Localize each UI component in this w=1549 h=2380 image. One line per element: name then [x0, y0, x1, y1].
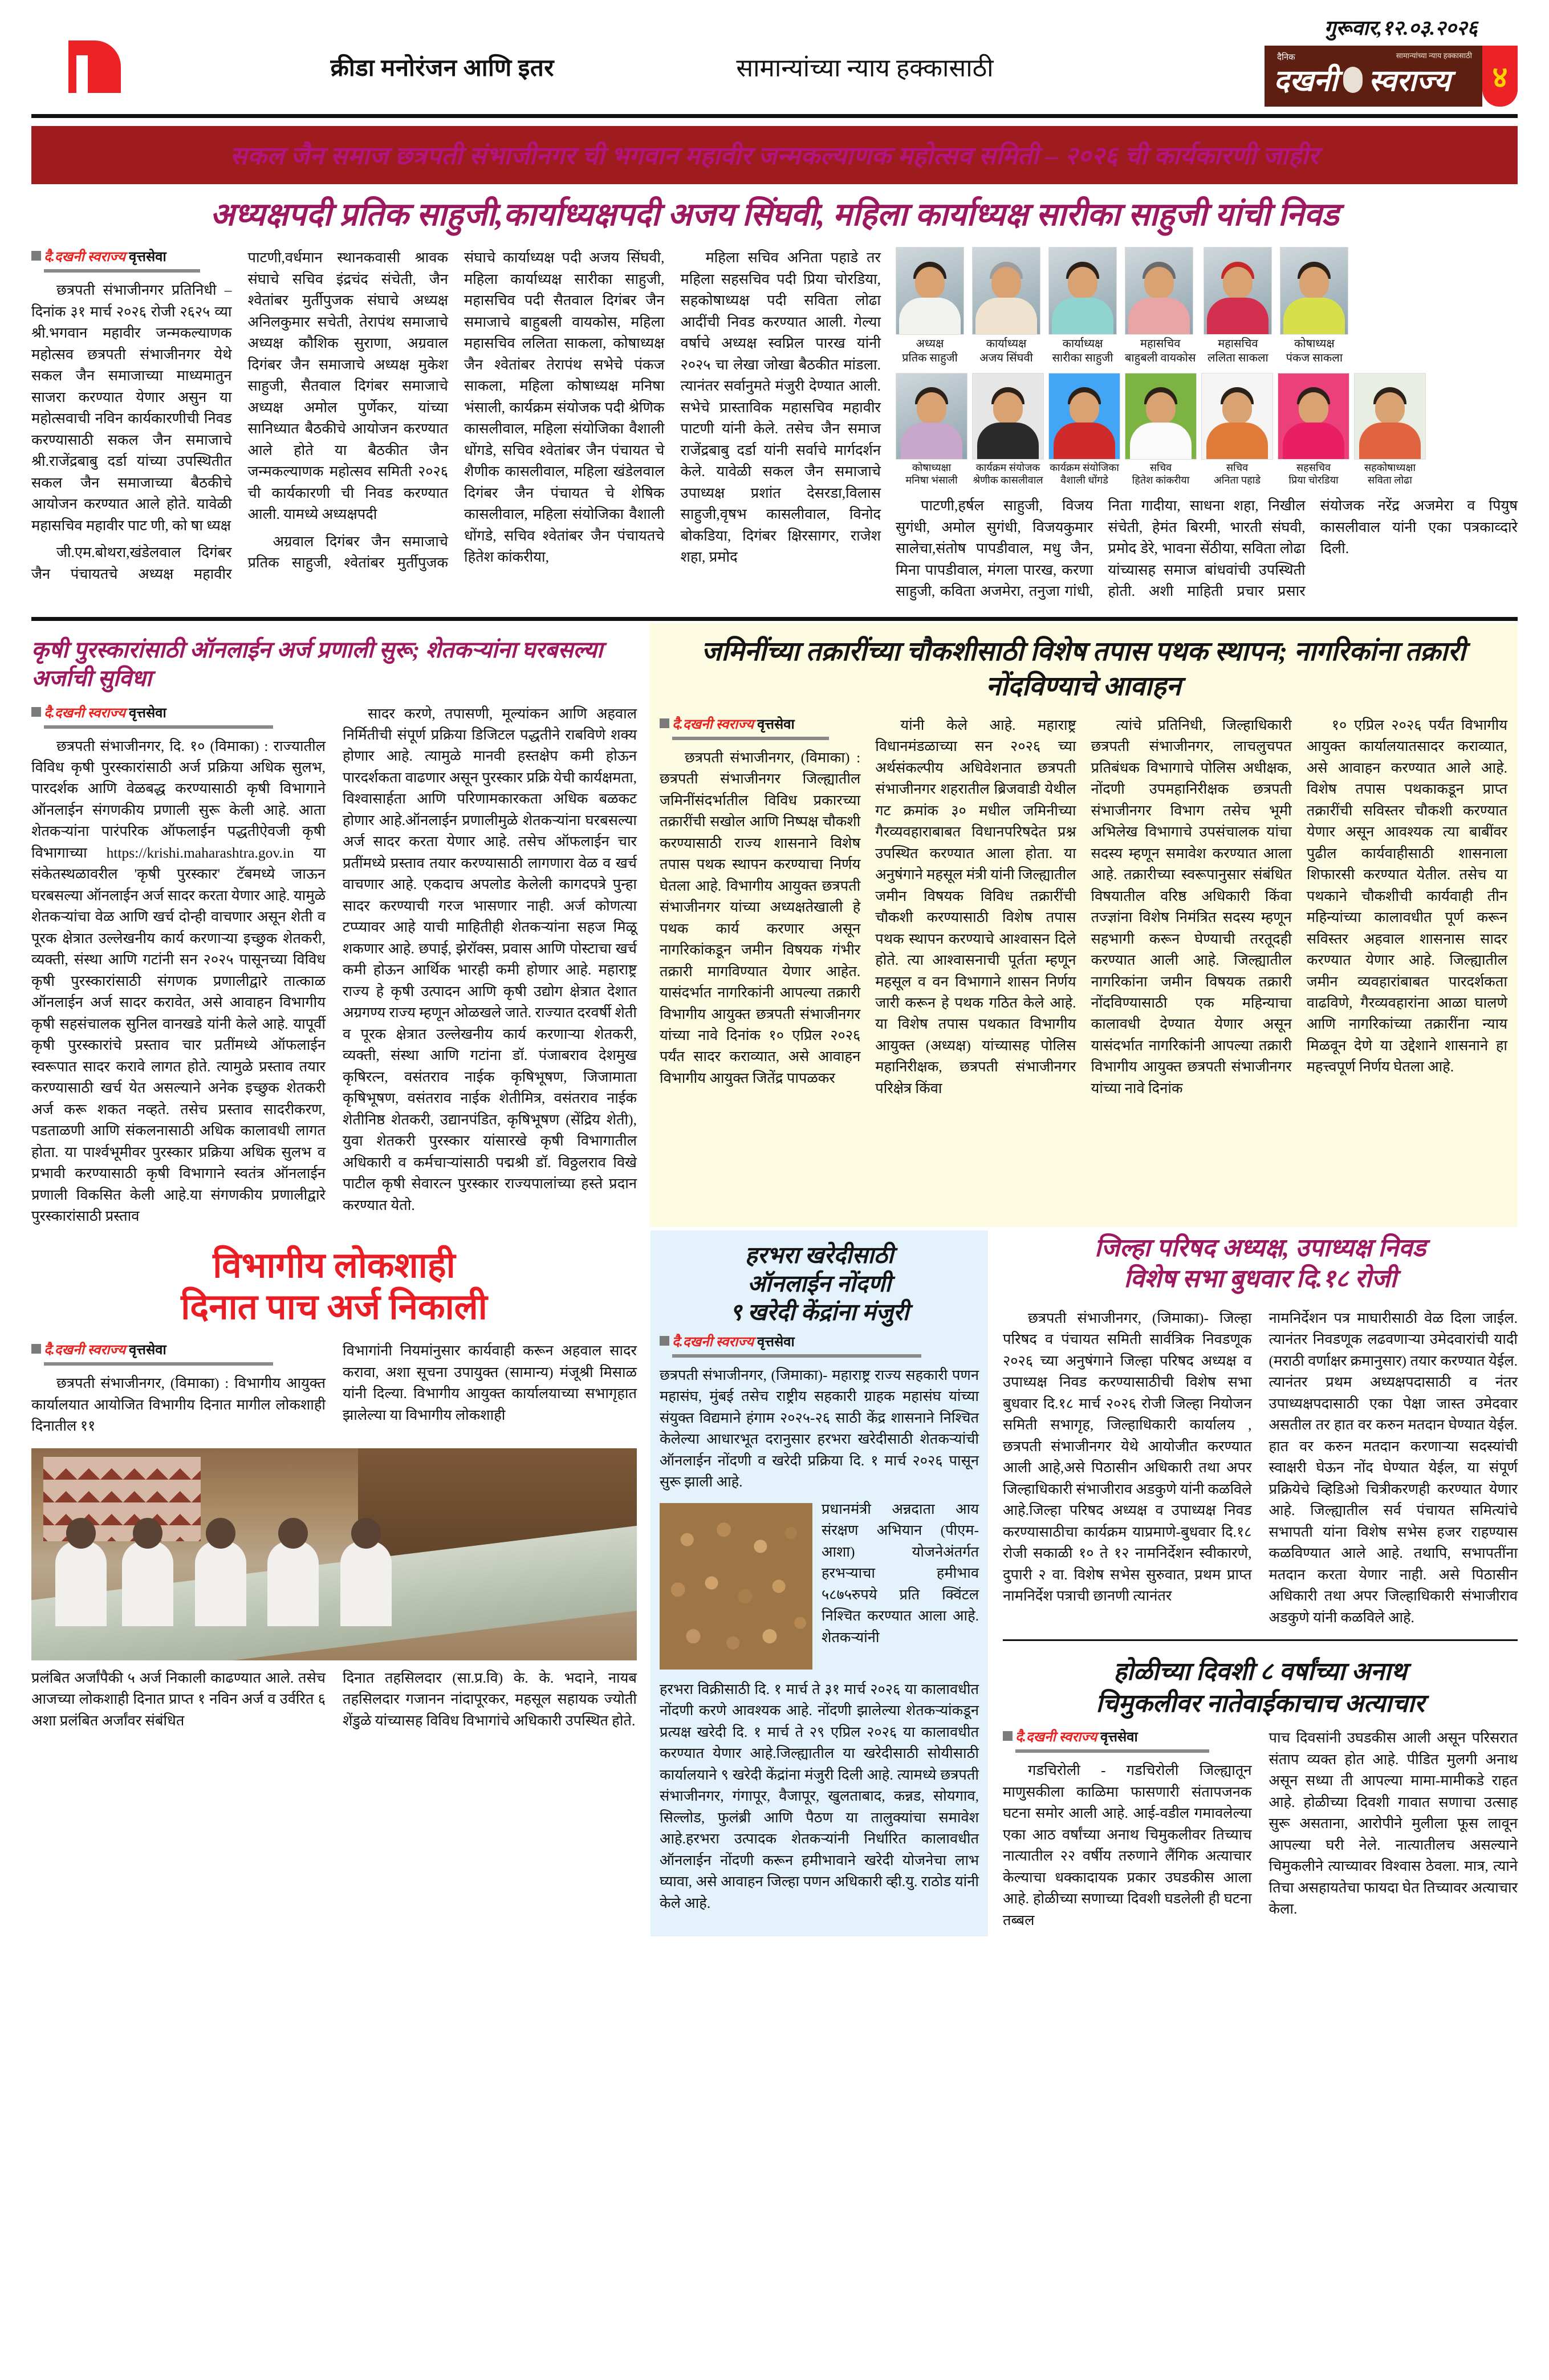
office-bearer-name: श्रेणीक कासलीवाल — [973, 474, 1043, 486]
nameplate — [1265, 46, 1482, 107]
byline-square-icon — [660, 1336, 669, 1346]
byline-rule — [672, 737, 829, 740]
story-zp-col-1: छत्रपती संभाजीनगर, (जिमाका)- जिल्हा परिषद व पंचायत समिती सार्वत्रिक निवडणूक २०२६ च्या अनुषंगाने जिल्हा परिषद अध्यक्ष व उपाध्यक्ष निवड करण्यासाठीची विशेष सभा बुधवार दि.१८ मार्च २०२६ रोजी जिल्हा नियोजन समिती सभागृह, जिल्हाधिकारी कार्यालय , छत्रपती संभाजीनगर येथे आयोजीत करण्यात आली आहे,असे पिठासीन अधिकारी तथा अपर जिल्हाधिकारी संभाजीराव अडकुणे यांनी कळविले आहे.जिल्हा परिषद अध्यक्ष व उपाध्यक्ष निवड करण्यासाठीचा कार्यक्रम याप्रमाणे-बुधवार दि.१८ रोजी सकाळी १० ते १२ नामनिर्देशन स्वीकारणे, दुपारी २ वा. विशेष सभेस सुरुवात, प्रथम प्राप्त नामनिर्देश पत्राची छानणी त्यानंतर — [1003, 1309, 1252, 1605]
portrait-photo — [1354, 373, 1426, 460]
portrait-photo — [1125, 247, 1193, 335]
section-two — [31, 623, 1518, 1227]
office-bearer-name: बाहुबली वायकोस — [1125, 351, 1196, 364]
section-label: क्रीडा मनोरंजन आणि इतर — [330, 55, 554, 82]
chickpea-seeds-photo — [660, 1498, 812, 1675]
story-zp-col-2: नामनिर्देशन पत्र माघारीसाठी वेळ दिला जाईल. त्यानंतर निवडणूक लढवणाऱ्या उमेदवारांची यादी (मराठी वर्णाक्षर क्रमानुसार) तयार करण्यात येईल. त्यानंतर प्रथम अध्यक्षपदासाठी व नंतर उपाध्यक्षपदासाठी एका पेक्षा जास्त उमेदवार असतील तर हात वर करुन मतदान घेण्यात येईल. हात वर करुन मतदान करणाऱ्या सदस्यांची स्वाक्षरी घेऊन नोंद घेण्यात येईल, या संपूर्ण प्रक्रियेचे व्हिडिओ चित्रीकरणही करण्यात येणार आहे. जिल्ह्यातील सर्व पंचायत समित्यांचे सभापती यांना विशेष सभेस हजर राहण्यास कळविण्यात आले आहे. तथापि, सभापतींना मतदान करता येणार नाही. असे पिठासीन अधिकारी तथा अपर जिल्हाधिकारी संभाजीराव अडकुणे यांनी कळविले आहे. — [1269, 1309, 1518, 1626]
masthead-tagline: सामान्यांच्या न्याय हक्कासाठी — [736, 54, 994, 82]
office-bearer-role: महासचिव — [1140, 338, 1181, 351]
office-bearer-caption — [896, 462, 967, 487]
section-three — [31, 1230, 1518, 1936]
story-harbhara-headline-line2: ऑनलाईन नोंदणी — [747, 1270, 891, 1297]
globe-icon — [1343, 67, 1363, 93]
office-bearer-caption — [1354, 462, 1426, 487]
byline-square-icon — [31, 251, 41, 261]
lead-col-3: अग्रवाल दिगंबर जैन समाजाचे प्रतिक साहुजी, श्वेतांबर मुर्तीपुजक संघाचे कार्याध्यक्ष पदी अजय सिंघवी, महिला कार्याध्यक्ष सारीका साहुजी, महासचिव पदी सैतवाल दिगंबर जैन समाजाचे बाहुबली वायकोस, महिला महासचिव ललिता साकला, कोषाध्यक्ष जैन श्वेतांबर तेरापंथ सभेचे पंकज साकला, महिला कोषाध्यक्ष मनिषा भंसाली, कार्यक्रम संयोजक पदी श्रेणिक कासलीवाल, महिला संयोजिका वैशाली धोंगडे, सचिव श्वेतांबर जैन पंचायत चे शैणीक कासलीवाल, महिला खंडेलवाल दिगंबर जैन पंचायत चे शेषिक कासलीवाल, महिला संयोजिका वैशाली धोंगडे, सचिव श्वेतांबर जैन पंचायतचे हितेश कांकरीया, — [247, 249, 665, 571]
byline-brand: दै.दखनी स्वराज्य — [44, 705, 126, 721]
story-jamini — [649, 623, 1518, 1227]
story-holi-col-1: गडचिरोली - गडचिरोली जिल्ह्यातून माणुसकीला काळिमा फासणारी संतापजनक घटना समोर आली आहे. आई-वडील गमावलेल्या एका आठ वर्षांच्या अनाथ चिमुकलीवर तिच्याच नात्यातील २२ वर्षीय तरुणाने लैंगिक अत्याचार केल्याचा धक्कादायक प्रकार उघडकीस आला आहे. होळीच्या सणाच्या दिवशी घडलेली ही घटना तब्बल — [1003, 1762, 1252, 1928]
byline-square-icon — [1003, 1731, 1013, 1741]
story-harbhara-text-1: छत्रपती संभाजीनगर, (जिमाका)- महाराष्ट्र राज्य सहकारी पणन महासंघ, मुंबई तसेच राष्ट्रीय सहकारी ग्राहक महासंघ यांच्या संयुक्त विद्यमाने हंगाम २०२५-२६ साठी केंद्र शासनाने निश्चित केलेल्या आधारभूत दरानुसार हरभरा खरेदीसाठी शेतकऱ्यांची ऑनलाईन नोंदणी व खरेदी प्रक्रिया दि. १ मार्च २०२६ पासून सुरू झाली आहे. — [660, 1366, 979, 1490]
office-bearer-card — [1278, 373, 1349, 487]
story-krishi-col-1: छत्रपती संभाजीनगर, दि. १० (विमाका) : राज्यातील विविध कृषी पुरस्कारांसाठी अर्ज प्रक्रिया अधिक सुलभ, पारदर्शक आणि वेळबद्ध करण्यासाठी कृषी विभागाने ऑनलाईन संगणकीय प्रणाली सुरू केली आहे. आता शेतकऱ्यांना पारंपरिक ऑफलाईन पद्धतीऐवजी कृषी विभागाच्या https://krishi.maharashtra.gov.in या संकेतस्थळावरील 'कृषी पुरस्कार' टॅबमध्ये जाऊन घरबसल्या ऑनलाईन अर्ज सादर करता येणार आहे. यामुळे शेतकऱ्यांचा वेळ आणि खर्च दोन्ही वाचणार असून शेती व पूरक क्षेत्रात उल्लेखनीय कार्य करणाऱ्या इच्छुक शेतकरी, व्यक्ती, संस्था आणि गटांनी सन २०२५ पासूनच्या विविध कृषी पुरस्कारांसाठी संगणक प्रणालीद्वारे तात्काळ ऑनलाईन अर्ज सादर करावेत, असे आवाहन विभागीय कृषी सहसंचालक सुनिल वानखडे यांनी केले आहे. यापूर्वी कृषी पुरस्कारांचे प्रस्ताव चार प्रतींमध्ये ऑफलाईन स्वरूपात सादर करावे लागत होते. त्यामुळे प्रस्ताव तयार करण्यासाठी खर्च येत असल्याने अनेक इच्छुक शेतकरी अर्ज करू शकत नव्हते. तसेच प्रस्ताव सादरीकरण, पडताळणी आणि संकलनासाठी अधिक कालावधी लागत होता. या पार्श्वभूमीवर पुरस्कार प्रक्रिया अधिक सुलभ व प्रभावी करण्यासाठी कृषी विभागाने स्वतंत्र ऑनलाईन प्रणाली विकसित केली आहे.या संगणकीय प्रणालीद्वारे पुरस्कारांसाठी प्रस्ताव — [31, 737, 326, 1225]
office-bearer-caption — [1125, 337, 1196, 365]
story-holi-headline — [1003, 1656, 1518, 1719]
office-bearer-role: सचिव — [1149, 462, 1172, 474]
byline-brand: दै.दखनी स्वराज्य — [672, 1334, 754, 1350]
story-harbhara-headline-line1: हरभरा खरेदीसाठी — [745, 1241, 894, 1268]
story-harbhara-headline — [660, 1241, 979, 1326]
office-bearer-card — [972, 373, 1044, 487]
page-number-badge: ४ — [1482, 46, 1518, 107]
portrait-photo — [1278, 373, 1349, 460]
byline — [1003, 1727, 1252, 1746]
byline-rule — [44, 1362, 273, 1366]
office-bearers-row-1 — [896, 247, 1518, 365]
office-bearer-name: मनिषा भंसाली — [905, 474, 958, 486]
office-bearer-name: अजय सिंघवी — [979, 351, 1033, 364]
office-bearer-role: कार्यक्रम संयोजिका — [1050, 462, 1119, 474]
office-bearer-caption — [1278, 462, 1349, 487]
byline-brand: दै.दखनी स्वराज्य — [672, 717, 754, 732]
byline-square-icon — [31, 707, 41, 717]
byline-suffix: वृत्तसेवा — [129, 705, 166, 721]
lead-story-body — [31, 247, 1518, 607]
portrait-photo — [896, 247, 964, 335]
byline-square-icon — [31, 1344, 41, 1354]
story-krishi-columns — [31, 703, 637, 1227]
office-bearer-role: कार्यक्रम संयोजक — [975, 462, 1040, 474]
story-vibhagiy-col-2: विभागांनी नियमांनुसार कार्यवाही करून अहवाल सादर करावा, अशा सूचना उपायुक्त (सामान्य) मंजूश्री मिसाळ यांनी दिल्या. विभागीय आयुक्त कार्यालयाच्या सभागृहात झालेल्या या विभागीय लोकशाही — [343, 1342, 637, 1423]
portrait-photo — [1280, 247, 1348, 335]
office-bearer-card — [972, 247, 1040, 365]
nameplate-word-2: स्वराज्य — [1368, 65, 1451, 98]
lead-story-banner: सकल जैन समाज छत्रपती संभाजीनगर ची भगवान महावीर जन्मकल्याणक महोत्सव समिती – २०२६ ची कार्यकारणी जाहीर — [31, 126, 1518, 184]
office-bearer-name: अनिता पहाडे — [1214, 474, 1261, 486]
nameplate-title — [1274, 59, 1450, 100]
story-zp — [1003, 1233, 1518, 1634]
office-bearer-caption — [972, 462, 1044, 487]
story-vibhagiy-headline-line2: दिनात पाच अर्ज निकाली — [181, 1288, 487, 1327]
office-bearer-caption — [1280, 337, 1348, 365]
story-krishi-col-2: सादर करणे, तपासणी, मूल्यांकन आणि अहवाल निर्मितीची संपूर्ण प्रक्रिया डिजिटल पद्धतीने राबविणे शक्य होणार आहे. त्यामुळे मानवी हस्तक्षेप कमी होऊन पारदर्शकता वाढणार असून पुरस्कार प्रक्रि येची कार्यक्षमता, विश्वासार्हता आणि परिणामकारकता अधिक बळकट होणार आहे.ऑनलाईन प्रणालीमुळे शेतकऱ्यांना घरबसल्या अर्ज सादर करता येणार आहे. तसेच ऑफलाईन चार प्रतींमध्ये प्रस्ताव तयार करण्यासाठी लागणारा वेळ व खर्च वाचणार आहे. एकदाच अपलोड केलेली कागदपत्रे पुन्हा सादर करण्याची गरज भासणार नाही. अर्ज कोणत्या टप्प्यावर आहे याची माहितीही शेतकऱ्यांना सहज मिळू शकणार आहे. छपाई, झेरॉक्स, प्रवास आणि पोस्टाचा खर्च कमी होऊन आर्थिक भारही कमी होणार आहे. महाराष्ट्र राज्य हे कृषी उत्पादन आणि कृषी उद्योग क्षेत्रात देशात अग्रगण्य राज्य म्हणून ओळखले जाते. राज्यात दरवर्षी शेती व पूरक क्षेत्रात उल्लेखनीय कार्य करणाऱ्या शेतकरी, व्यक्ती, संस्था आणि गटांना डॉ. पंजाबराव देशमुख कृषिरत्न, वसंतराव नाईक कृषिभूषण, जिजामाता कृषिभूषण, वसंतराव नाईक शेतीमित्र, वसंतराव नाईक शेतीनिष्ठ शेतकरी, उद्यानपंडित, कृषिभूषण (सेंद्रिय शेती), युवा शेतकरी पुरस्कार यांसारखे कृषी विभागातील अधिकारी व कर्मचाऱ्यांसाठी पद्मश्री डॉ. विठ्ठलराव विखे पाटील कृषी सेवारत्न पुरस्कार राज्यपालांच्या हस्ते प्रदान करण्यात येतो. — [343, 705, 637, 1213]
story-harbhara-headline-line3: ९ खरेदी केंद्रांना मंजुरी — [729, 1298, 909, 1325]
office-bearer-name: वैशाली धोंगडे — [1060, 474, 1108, 486]
office-bearer-name: हितेश कांकरीया — [1132, 474, 1190, 486]
story-vibhagiy-headline-line1: विभागीय लोकशाही — [213, 1246, 456, 1285]
story-krishi-headline: कृषी पुरस्कारांसाठी ऑनलाईन अर्ज प्रणाली सुरू; शेतकऱ्यांना घरबसल्या अर्जाची सुविधा — [31, 636, 603, 691]
story-vibhagiy-caption-2: दिनात तहसिलदार (सा.प्र.वि) के. के. भदाने, नायब तहसिलदार गजानन नांदापूरकर, महसूल सहायक ज्योती शेंडुळे यांच्यासह विविध विभागांचे अधिकारी उपस्थित होते. — [343, 1669, 637, 1729]
byline-suffix: वृत्तसेवा — [757, 1334, 795, 1350]
nameplate-tagline: सामान्यांच्या न्याय हक्कासाठी — [1396, 51, 1472, 60]
byline-rule — [44, 725, 273, 729]
portrait-photo — [1048, 373, 1120, 460]
office-bearer-caption — [1048, 337, 1117, 365]
office-bearer-caption — [972, 337, 1040, 365]
byline — [31, 1340, 326, 1359]
office-bearers-gallery — [896, 247, 1518, 607]
lead-story-text-columns — [31, 247, 881, 607]
office-bearer-role: कोषाध्यक्ष — [1294, 338, 1335, 351]
office-bearer-name: पंकज साकला — [1286, 351, 1343, 364]
office-bearer-card — [1048, 373, 1120, 487]
story-zp-headline-line1: जिल्हा परिषद अध्यक्ष, उपाध्यक्ष निवड — [1094, 1233, 1426, 1262]
office-bearer-name: सविता लोढा — [1368, 474, 1412, 486]
story-zp-headline-line2: विशेष सभा बुधवार दि.१८ रोजी — [1124, 1265, 1397, 1293]
byline — [31, 247, 232, 266]
story-jamini-col-3: त्यांचे प्रतिनिधी, जिल्हाधिकारी छत्रपती संभाजीनगर, लाचलुचपत प्रतिबंधक विभागाचे पोलिस अधीक्षक, नोंदणी उपमहानिरीक्षक छत्रपती संभाजीनगर विभाग तसेच भूमी अभिलेख विभागाचे उपसंचालक यांचा सदस्य म्हणून समावेश करण्यात आला आहे. तक्रारीच्या स्वरूपानुसार संबंधित विषयातील वरिष्ठ अधिकारी किंवा तज्ज्ञांना विशेष निमंत्रित सदस्य म्हणून सहभागी करून घेण्याची तरतूदही करण्यात आली आहे. जिल्ह्यातील नागरिकांना जमीन विषयक तक्रारी नोंदविण्यासाठी एक महिन्याचा कालावधी देण्यात येणार असून यासंदर्भात नागरिकांनी आपल्या तक्रारी विभागीय आयुक्त छत्रपती संभाजीनगर यांच्या नावे दिनांक — [1091, 716, 1292, 1096]
office-bearer-card — [896, 373, 967, 487]
nameplate-dainik: दैनिक — [1277, 53, 1295, 62]
masthead-rule — [31, 114, 1518, 118]
story-jamini-headline: जमिनींच्या तक्रारींच्या चौकशीसाठी विशेष तपास पथक स्थापन; नागरिकांना तक्रारी नोंदविण्याचे आवाहन — [701, 636, 1466, 701]
story-holi-headline-line1: होळीच्या दिवशी ८ वर्षांच्या अनाथ — [1113, 1658, 1407, 1686]
story-harbhara — [651, 1230, 988, 1936]
office-bearer-caption — [1201, 462, 1273, 487]
byline-suffix: वृत्तसेवा — [1100, 1730, 1138, 1745]
office-bearer-card — [1354, 373, 1426, 487]
story-zp-headline — [1003, 1233, 1518, 1295]
story-vibhagiy-caption-1: प्रलंबित अर्जांपैकी ५ अर्ज निकाली काढण्यात आले. तसेच आजच्या लोकशाही दिनात प्राप्त १ नविन अर्ज व उर्वरित ६ अशा प्रलंबित अर्जांवर संबंधित — [31, 1669, 326, 1729]
byline-suffix: वृत्तसेवा — [129, 250, 166, 265]
section-divider-2 — [1003, 1639, 1518, 1641]
office-bearer-caption — [1204, 337, 1272, 365]
byline-brand: दै.दखनी स्वराज्य — [44, 250, 126, 265]
masthead-right — [1153, 7, 1518, 107]
publication-date: गुरूवार,१२.०३.२०२६ — [1324, 17, 1478, 39]
lead-col-4: महिला सचिव अनिता पहाडे तर महिला सहसचिव पदी प्रिया चोरडिया, सहकोषाध्यक्ष पदी सविता लोढा आदींची निवड करण्यात आली. गेल्या वर्षाचे अध्यक्ष स्वप्निल पारख यांनी २०२५ चा लेखा जोखा बैठकीत मांडला. त्यानंतर सर्वानुमते मंजुरी देण्यात आली. सभेचे प्रास्ताविक महासचिव महावीर पाटणी यांनी केले. तसेच जैन समाज राजेंद्रबाबु दर्डा यांनी सर्वाचे मार्गदर्शन केले. यावेळी सकल जैन समाजाचे उपाध्यक्ष प्रशांत देसरडा,विलास साहुजी,वृषभ कासलीवाल, विनोद बोकडिया, दिगंबर क्षिरसागर, राजेश शहा, प्रमोद — [680, 249, 881, 566]
portrait-photo — [1204, 247, 1272, 335]
office-bearer-card — [1280, 247, 1348, 365]
office-bearer-name: प्रिया चोरडिया — [1288, 474, 1339, 486]
office-bearer-role: अध्यक्ष — [916, 338, 944, 351]
story-holi-headline-line2: चिमुकलीवर नातेवाईकाचाच अत्याचार — [1096, 1689, 1425, 1717]
portrait-photo — [896, 373, 967, 460]
story-holi-col-2: पाच दिवसांनी उघडकीस आली असून परिसरात संताप व्यक्त होत आहे. पीडित मुलगी अनाथ असून सध्या ती आपल्या मामा-मामीकडे राहत आहे. होळीच्या दिवशी गावात सणाचा उत्साह सुरू असताना, आरोपीने मुलीला फूस लावून आपल्या घरी नेले. नात्यातीलच असल्याने चिमुकलीने त्याच्यावर विश्वास ठेवला. मात्र, त्याने तिचा असहायतेचा फायदा घेत तिच्यावर अत्याचार केला. — [1269, 1729, 1518, 1917]
office-bearer-role: सहकोषाध्यक्षा — [1364, 462, 1416, 474]
office-bearer-card — [1204, 247, 1272, 365]
office-bearer-role: महासचिव — [1218, 338, 1258, 351]
portrait-photo — [972, 373, 1044, 460]
office-bearer-card — [896, 247, 964, 365]
office-bearer-caption — [896, 337, 964, 365]
story-jamini-col-2: यांनी केले आहे. महाराष्ट्र विधानमंडळाच्या सन २०२६ च्या अर्थसंकल्पीय अधिवेशनात छत्रपती संभाजीनगर शहरातील ब्रिजवाडी येथील गट क्रमांक ३० मधील जमिनीच्या गैरव्यवहाराबाबत विधानपरिषदेत प्रश्न उपस्थित करण्यात आला होता. या अनुषंगाने महसूल मंत्री यांनी जिल्ह्यातील जमीन विषयक विविध तक्रारींची चौकशी करण्यासाठी विशेष तपास पथक स्थापन करण्याचे आश्वासन दिले होते. त्या आश्वासनाची पूर्तता म्हणून महसूल व वन विभागाने शासन निर्णय जारी करून हे पथक गठित केले आहे. या विशेष तपास पथकात विभागीय आयुक्त (अध्यक्ष) यांच्यासह पोलिस महानिरीक्षक, छत्रपती संभाजीनगर परिक्षेत्र किंवा — [875, 716, 1076, 1096]
office-bearer-card — [1048, 247, 1117, 365]
story-vibhagiy — [31, 1230, 651, 1936]
byline — [660, 714, 860, 733]
office-bearer-role: कार्याध्यक्ष — [1062, 338, 1103, 351]
byline — [660, 1332, 979, 1351]
portrait-photo — [1125, 373, 1197, 460]
story-vibhagiy-col-1: छत्रपती संभाजीनगर, (विमाका) : विभागीय आयुक्त कार्यालयात आयोजित विभागीय दिनात मागील लोकशाही दिनातील ११ — [31, 1375, 326, 1435]
newspaper-logo-icon — [68, 40, 121, 93]
office-bearer-card — [1201, 373, 1273, 487]
lead-story-headline: अध्यक्षपदी प्रतिक साहुजी,कार्याध्यक्षपदी अजय सिंघवी, महिला कार्याध्यक्ष सारीका साहुजी यांची निवड — [210, 197, 1339, 233]
right-column-stories — [988, 1230, 1518, 1936]
portrait-photo — [1048, 247, 1117, 335]
byline-brand: दै.दखनी स्वराज्य — [44, 1343, 126, 1358]
office-bearer-name: ललिता साकला — [1208, 351, 1269, 364]
meeting-hall-photo — [31, 1448, 637, 1660]
nameplate-wrap — [1265, 46, 1518, 107]
story-jamini-col-4: १० एप्रिल २०२६ पर्यंत विभागीय आयुक्त कार्यालयातसादर कराव्यात, असे आवाहन करण्यात आले आहे. विशेष तपास पथकाकडून प्राप्त तक्रारींची सविस्तर चौकशी करण्यात येणार असून आवश्यक त्या बाबींवर पुढील कार्यवाहीसाठी शासनाला शिफारसी करण्यात येतील. तसेच या पथकाने चौकशीची कार्यवाही तीन महिन्यांच्या कालावधीत पूर्ण करून सविस्तर अहवाल शासनास सादर करण्यात येणार आहे. जिल्ह्यातील जमीन व्यवहारांबाबत पारदर्शकता वाढविणे, गैरव्यवहारांना आळा घालणे आणि नागरिकांच्या तक्रारींना न्याय मिळवून देणे या उद्देशाने शासनाने हा महत्त्वपूर्ण निर्णय घेतला आहे. — [1306, 716, 1507, 1075]
office-bearer-role: सचिव — [1226, 462, 1249, 474]
story-holi — [1003, 1656, 1518, 1936]
lead-col-1: छत्रपती संभाजीनगर प्रतिनिधी – दिनांक ३१ मार्च २०२६ रोजी २६२५ व्या श्री.भगवान महावीर जन्मकल्याणक महोत्सव छत्रपती संभाजीनगर येथे सकल जैन समाजाच्या माध्यमातुन साजरा करण्यात येणार असुन या महोत्सवाची नविन कार्यकारणीची निवड करण्यासाठी सकल जैन समाजाचे श्री.राजेंद्रबाबु दर्डा यांच्या उपस्थितीत सकल जैन समाजाच्या बैठकीचे आयोजन करण्यात आले होते. यावेळी महासचिव महावीर पाट णी, को षा ध्यक्ष — [31, 282, 232, 534]
nameplate-word-1: दखनी — [1274, 65, 1338, 98]
lead-story-continuation: पाटणी,हर्षल साहुजी, विजय सुगंधी, अमोल सुगंधी, विजयकुमार सालेचा,संतोष पापडीवाल, मधु जैन, मिना पापडीवाल, मंगला पारख, करणा साहुजी, कविता अजमेरा, तनुजा गांधी, निता गादीया, साधना शहा, निखील संचेती, हेमंत बिरमी, भारती संघवी, प्रमोद डेरे, भावना सेंठीया, सविता लोढा यांच्यासह समाज बांधवांची उपस्थिती होती. अशी माहिती प्रचार प्रसार संयोजक नरेंद्र अजमेरा व पियुष कासलीवाल यांनी एका पत्रकाव्दारे दिली. — [896, 497, 1518, 600]
office-bearer-name: सारीका साहुजी — [1052, 351, 1113, 364]
byline-suffix: वृत्तसेवा — [129, 1343, 166, 1358]
byline-rule — [1015, 1749, 1209, 1753]
byline-suffix: वृत्तसेवा — [757, 717, 795, 732]
byline-rule — [44, 269, 200, 273]
office-bearer-card — [1125, 247, 1196, 365]
story-harbhara-text-2: प्रधानमंत्री अन्नदाता आय संरक्षण अभियान (पीएम-आशा) योजनेअंतर्गत हरभऱ्याचा हमीभाव ५८७५रुपये प्रति क्विंटल निश्चित करण्यात आला आहे. शेतकऱ्यांनी — [822, 1500, 979, 1646]
byline — [31, 703, 326, 722]
office-bearer-caption — [1125, 462, 1197, 487]
office-bearers-row-2 — [896, 373, 1518, 487]
byline-brand: दै.दखनी स्वराज्य — [1015, 1730, 1097, 1745]
section-divider-1 — [31, 617, 1518, 621]
office-bearer-role: कार्याध्यक्ष — [986, 338, 1027, 351]
portrait-photo — [1201, 373, 1273, 460]
byline-rule — [672, 1354, 921, 1358]
office-bearer-card — [1125, 373, 1197, 487]
story-krishi — [31, 623, 649, 1227]
office-bearer-role: कोषाध्यक्षा — [912, 462, 952, 474]
portrait-photo — [972, 247, 1040, 335]
story-jamini-col-1: छत्रपती संभाजीनगर, (विमाका) : छत्रपती संभाजीनगर जिल्ह्यातील जमिनींसंदर्भातील विविध प्रकारच्या तक्रारींची सखोल आणि निष्पक्ष चौकशी करण्यासाठी राज्य शासनाने विशेष तपास पथक स्थापन करण्याचा निर्णय घेतला आहे. विभागीय आयुक्त छत्रपती संभाजीनगर यांच्या अध्यक्षतेखाली हे पथक कार्य करणार असून नागरिकांकडून जमीन विषयक गंभीर तक्रारी मागविण्यात येणार आहेत. यासंदर्भात नागरिकांनी आपल्या तक्रारी विभागीय आयुक्त छत्रपती संभाजीनगर यांच्या नावे दिनांक १० एप्रिल २०२६ पर्यंत सादर कराव्यात, असे आवाहन विभागीय आयुक्त जितेंद्र पापळकर — [660, 749, 861, 1086]
office-bearer-caption — [1048, 462, 1120, 487]
office-bearer-role: सहसचिव — [1296, 462, 1331, 474]
story-vibhagiy-headline — [31, 1245, 637, 1329]
byline-square-icon — [660, 718, 669, 728]
office-bearer-name: प्रतिक साहुजी — [902, 351, 958, 364]
story-harbhara-text-3: हरभरा विक्रीसाठी दि. १ मार्च ते ३१ मार्च २०२६ या कालावधीत नोंदणी करणे आवश्यक आहे. नोंदणी झालेल्या शेतकऱ्यांकडून प्रत्यक्ष खरेदी दि. १ मार्च ते २९ एप्रिल २०२६ या कालावधीत करण्यात येणार आहे.जिल्ह्यातील या खरेदीसाठी सोयीसाठी कार्यालयाने ९ खरेदी केंद्रांना मंजुरी दिली आहे. त्यामध्ये छत्रपती संभाजीनगर, गंगापूर, वैजापूर, खुलताबाद, कन्नड, सोयगाव, सिल्लोड, फुलंब्री आणि पैठण या तालुक्यांचा समावेश आहे.हरभरा उत्पादक शेतकऱ्यांनी निर्धारित कालावधीत ऑनलाईन नोंदणी करून हमीभावाने खरेदी योजनेचा लाभ घ्यावा, असे आवाहन जिल्हा पणन अधिकारी व्ही.यु. राठोड यांनी केले आहे. — [660, 1680, 979, 1911]
masthead — [31, 0, 1518, 114]
lead-col-2: जी.एम.बोथरा,खंडेलवाल दिगंबर जैन पंचायतचे अध्यक्ष महावीर पाटणी,वर्धमान स्थानकवासी श्रावक संघाचे सचिव इंद्रचंद संचेती, जैन श्वेतांबर मुर्तीपुजक संघाचे अध्यक्ष अनिलकुमार सचेती, तेरापंथ समाजाचे अध्यक्ष कौशिक सुराणा, अग्रवाल दिगंबर जैन समाजाचे अध्यक्ष मुकेश साहुजी, सैतवाल दिगंबर समाजाचे अध्यक्ष अमोल पुर्णेकर, यांच्या सानिध्यात बैठकीचे आयोजन करण्यात आले होते या बैठकीत जैन जन्मकल्याणक महोत्सव समिती २०२६ ची कार्यकारणी ची निवड करण्यात आली. यामध्ये अध्यक्षपदी — [31, 249, 448, 582]
